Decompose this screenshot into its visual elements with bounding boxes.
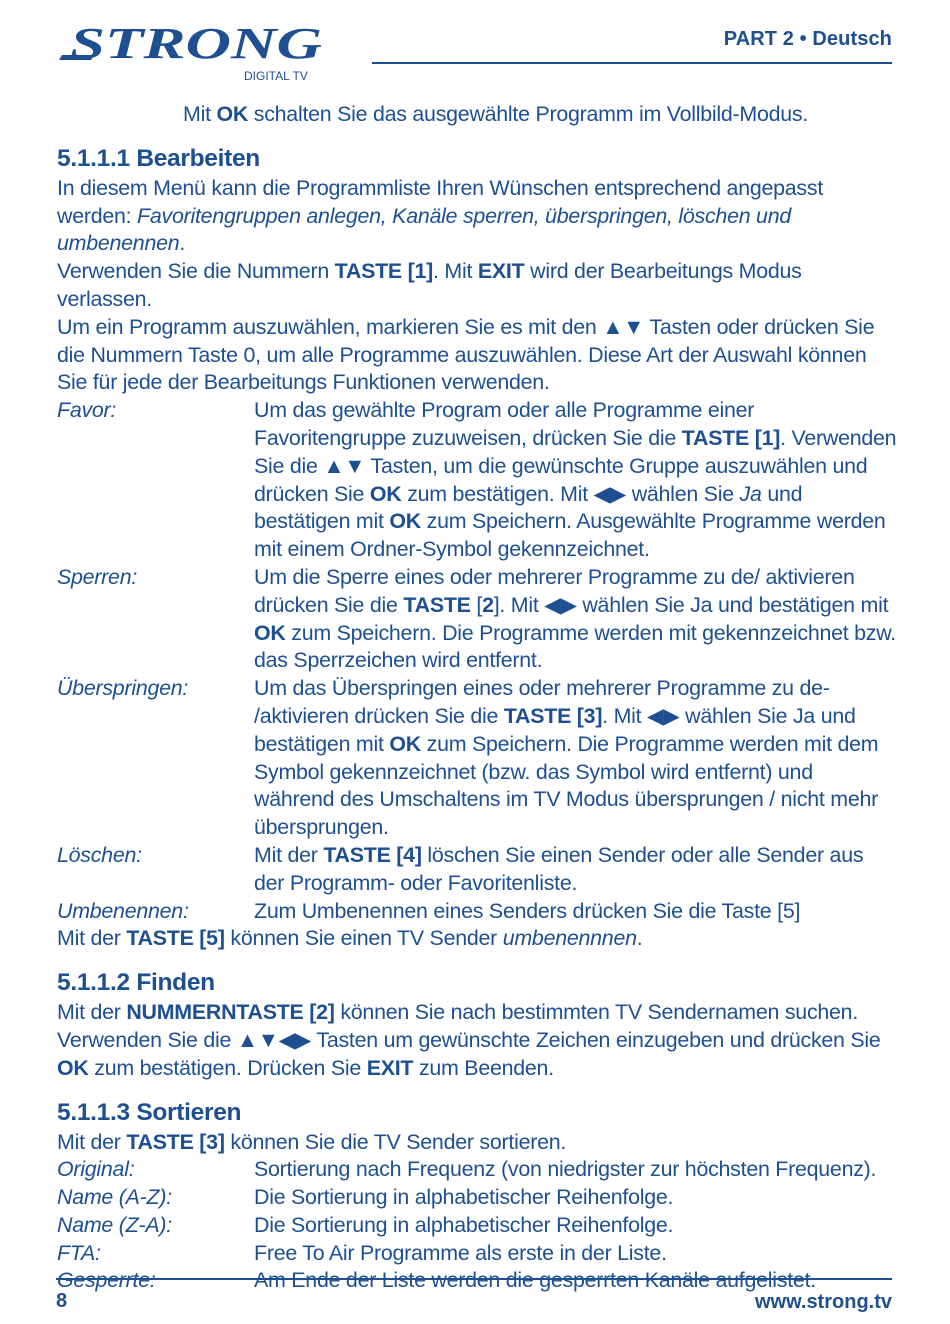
footer-rule	[56, 1278, 892, 1280]
def-term: Umbenennen:	[57, 898, 189, 923]
def-desc: Um das gewählte Program oder alle Programme einer Favoritengruppe zuzuweisen, drücken Sie die TASTE [1]. Verwenden Sie die ▲▼ Tasten, um die gewünschte Gruppe auszuwählen und drücken Sie OK zum bestätigen. Mit ◀▶ wählen Sie Ja und bestätigen mit OK zum Speichern. Ausgewählte Programme werden mit einem Ordner-Symbol gekennzeichnet.	[254, 398, 897, 562]
def-umbenennen	[57, 898, 897, 926]
sort-option	[57, 1156, 897, 1184]
finden-text: Mit der NUMMERNTASTE [2] können Sie nach bestimmten TV Sendernamen suchen. Verwenden Sie die ▲▼◀▶ Tasten um gewünschte Zeichen einzugeben und drücken Sie OK zum bestätigen. Drücken Sie EXIT zum Beenden.	[57, 1000, 881, 1080]
def-desc: Um das Überspringen eines oder mehrerer Programme zu de- /aktivieren drücken Sie die TASTE [3]. Mit ◀▶ wählen Sie Ja und bestätigen mit OK zum Speichern. Die Programme werden mit dem Symbol gekennzeichnet (bzw. das Symbol wird entfernt) und während des Umschaltens im TV Modus übersprungen / nicht mehr übersprungen.	[254, 676, 879, 840]
def-term: Löschen:	[57, 842, 142, 867]
def-term: Favor:	[57, 398, 117, 423]
sort-desc: Die Sortierung in alphabetischer Reihenfolge.	[254, 1212, 674, 1237]
sort-term: Name (A-Z):	[57, 1185, 172, 1210]
sort-term: FTA:	[57, 1240, 101, 1265]
sortieren-intro: Mit der TASTE [3] können Sie die TV Sender sortieren.	[57, 1129, 567, 1154]
section-finden-title: 5.1.1.2 Finden	[57, 969, 215, 997]
def-ueberspringen	[57, 675, 897, 842]
logo-subtitle: DIGITAL TV	[244, 69, 308, 83]
def-sperren	[57, 564, 897, 675]
umbenennen-note: Mit der TASTE [5] können Sie einen TV Sender umbenennnen.	[57, 926, 643, 951]
header-rule	[372, 62, 892, 64]
def-favor	[57, 397, 897, 564]
part-label: PART 2 • Deutsch	[723, 28, 892, 50]
bearbeiten-intro: In diesem Menü kann die Programmliste Ihren Wünschen entsprechend angepasst werden: Favoritengruppen anlegen, Kanäle sperren, überspringen, löschen und umbenennen.	[57, 175, 824, 256]
def-desc: Mit der TASTE [4] löschen Sie einen Sender oder alle Sender aus der Programm- oder Favoritenliste.	[254, 842, 864, 895]
sort-option	[57, 1240, 897, 1268]
section-sortieren-title: 5.1.1.3 Sortieren	[57, 1098, 242, 1126]
bearbeiten-keys: Verwenden Sie die Nummern TASTE [1]. Mit EXIT wird der Bearbeitungs Modus verlassen.	[57, 259, 802, 311]
sort-option	[57, 1184, 897, 1212]
def-loeschen	[57, 842, 897, 898]
sort-desc: Am Ende der Liste werden die gesperrten Kanäle aufgelistet.	[254, 1268, 816, 1293]
def-term: Sperren:	[57, 564, 138, 589]
footer-url[interactable]: www.strong.tv	[754, 1291, 892, 1313]
def-term: Überspringen:	[57, 676, 189, 701]
logo-wordmark: STRONG	[70, 19, 323, 68]
page-number: 8	[56, 1290, 68, 1312]
sort-term: Gesperrte:	[57, 1268, 156, 1293]
def-desc: Zum Umbenennen eines Senders drücken Sie die Taste [5]	[254, 898, 801, 923]
sort-desc: Sortierung nach Frequenz (von niedrigster zur höchsten Frequenz).	[254, 1157, 877, 1182]
sort-term: Name (Z-A):	[57, 1212, 172, 1237]
bearbeiten-select: Um ein Programm auszuwählen, markieren Sie es mit den ▲▼ Tasten oder drücken Sie die Nummern Taste 0, um alle Programme auszuwählen. Diese Art der Auswahl können Sie für jede der Bearbeitungs Funktionen verwenden.	[57, 314, 875, 395]
sort-desc: Free To Air Programme als erste in der Liste.	[254, 1240, 667, 1265]
intro-text: Mit OK schalten Sie das ausgewählte Programm im Vollbild-Modus.	[183, 102, 809, 126]
page-content	[57, 101, 897, 1295]
strong-logo	[56, 8, 326, 86]
section-bearbeiten-title: 5.1.1.1 Bearbeiten	[57, 144, 260, 172]
sort-option	[57, 1212, 897, 1240]
sort-desc: Die Sortierung in alphabetischer Reihenfolge.	[254, 1185, 674, 1210]
sort-term: Original:	[57, 1157, 135, 1182]
def-desc: Um die Sperre eines oder mehrerer Programme zu de/ aktivieren drücken Sie die TASTE [2]. Mit ◀▶ wählen Sie Ja und bestätigen mit OK zum Speichern. Die Programme werden mit gekennzeichnet bzw. das Sperrzeichen wird entfernt.	[254, 564, 896, 673]
